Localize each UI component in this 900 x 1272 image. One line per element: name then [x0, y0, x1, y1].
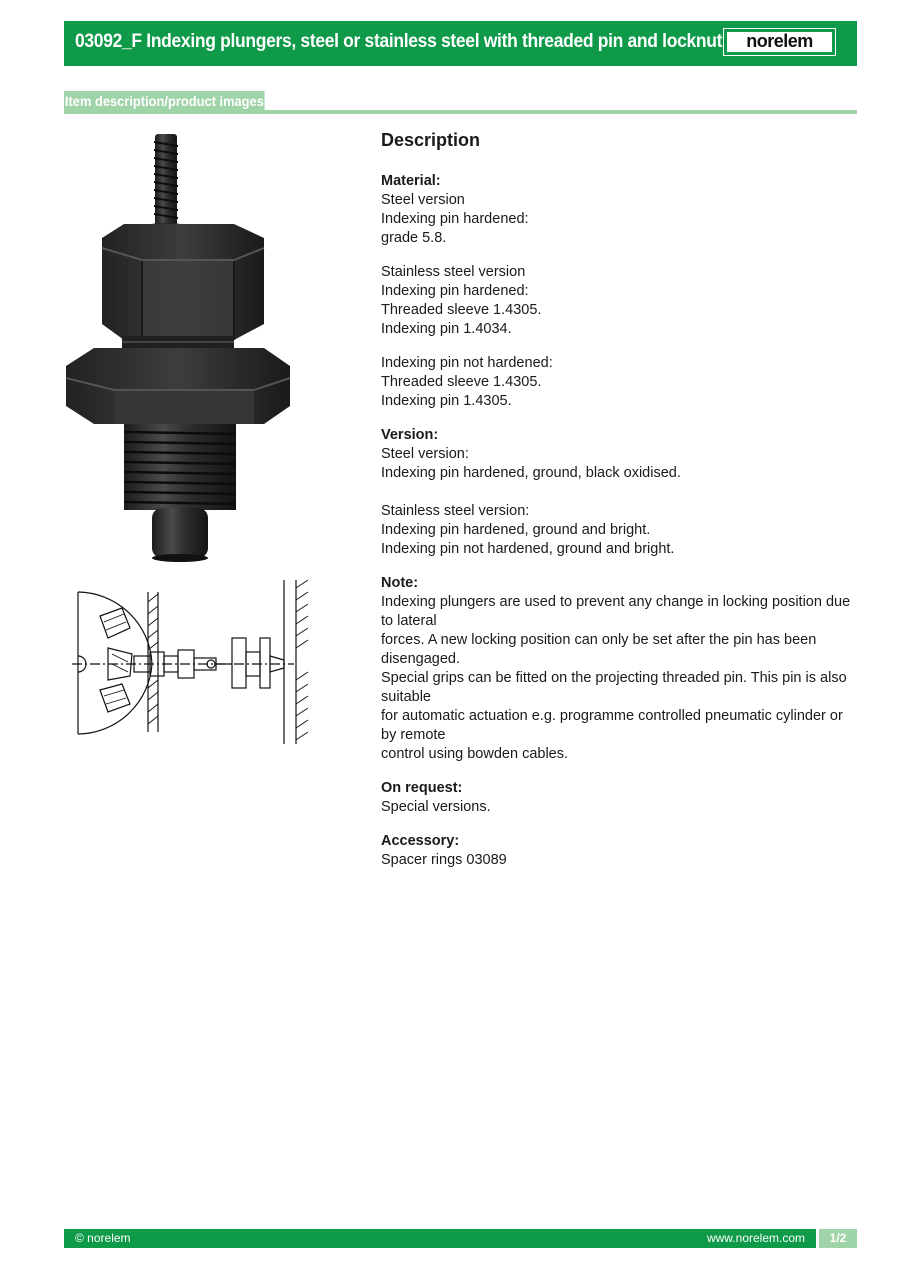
note-line: Indexing plungers are used to prevent any change in locking position due to lateral [381, 594, 851, 629]
accessory-label: Accessory: [381, 833, 460, 849]
material-line: Indexing pin hardened: [381, 211, 529, 227]
version-stainless-line: Indexing pin hardened, ground and bright. [381, 522, 651, 538]
note-line: Special grips can be fitted on the projecting threaded pin. This pin is also suitable [381, 670, 847, 705]
product-image [64, 128, 294, 568]
stainless-line: Threaded sleeve 1.4305. [381, 302, 542, 318]
logo-text: norelem [727, 32, 832, 52]
description-heading: Description [381, 130, 481, 150]
page-number: 1/2 [819, 1229, 857, 1248]
note-line: for automatic actuation e.g. programme controlled pneumatic cylinder or by remote [381, 708, 843, 743]
not-hardened-line: Threaded sleeve 1.4305. [381, 374, 542, 390]
material-line: Steel version [381, 192, 465, 208]
section-title: Item description/product images [64, 93, 264, 109]
material-line: grade 5.8. [381, 230, 447, 246]
not-hardened-line: Indexing pin not hardened: [381, 355, 553, 371]
version-stainless-line: Indexing pin not hardened, ground and bright. [381, 541, 675, 557]
norelem-logo [723, 28, 836, 56]
stainless-line: Indexing pin hardened: [381, 283, 529, 299]
description-panel [381, 128, 857, 870]
not-hardened-line: Indexing pin 1.4305. [381, 393, 512, 409]
page-title: 03092_F Indexing plungers, steel or stainless steel with threaded pin and locknut [75, 31, 723, 52]
on-request-label: On request: [381, 780, 463, 796]
on-request-text: Special versions. [381, 799, 491, 815]
version-stainless-line: Stainless steel version: [381, 503, 530, 519]
section-header [64, 91, 857, 114]
note-label: Note: [381, 575, 419, 591]
stainless-line: Indexing pin 1.4034. [381, 321, 512, 337]
note-line: control using bowden cables. [381, 746, 569, 762]
version-steel-line: Steel version: [381, 446, 469, 462]
material-label: Material: [381, 173, 441, 189]
accessory-text: Spacer rings 03089 [381, 852, 507, 868]
application-drawing [64, 572, 314, 752]
note-line: forces. A new locking position can only be set after the pin has been disengaged. [381, 632, 817, 667]
version-label: Version: [381, 427, 439, 443]
website-link[interactable]: www.norelem.com [706, 1231, 805, 1245]
version-steel-line: Indexing pin hardened, ground, black oxidised. [381, 465, 681, 481]
page-header [64, 21, 857, 66]
page-footer [64, 1229, 857, 1248]
stainless-line: Stainless steel version [381, 264, 526, 280]
copyright-text: © norelem [75, 1231, 131, 1245]
